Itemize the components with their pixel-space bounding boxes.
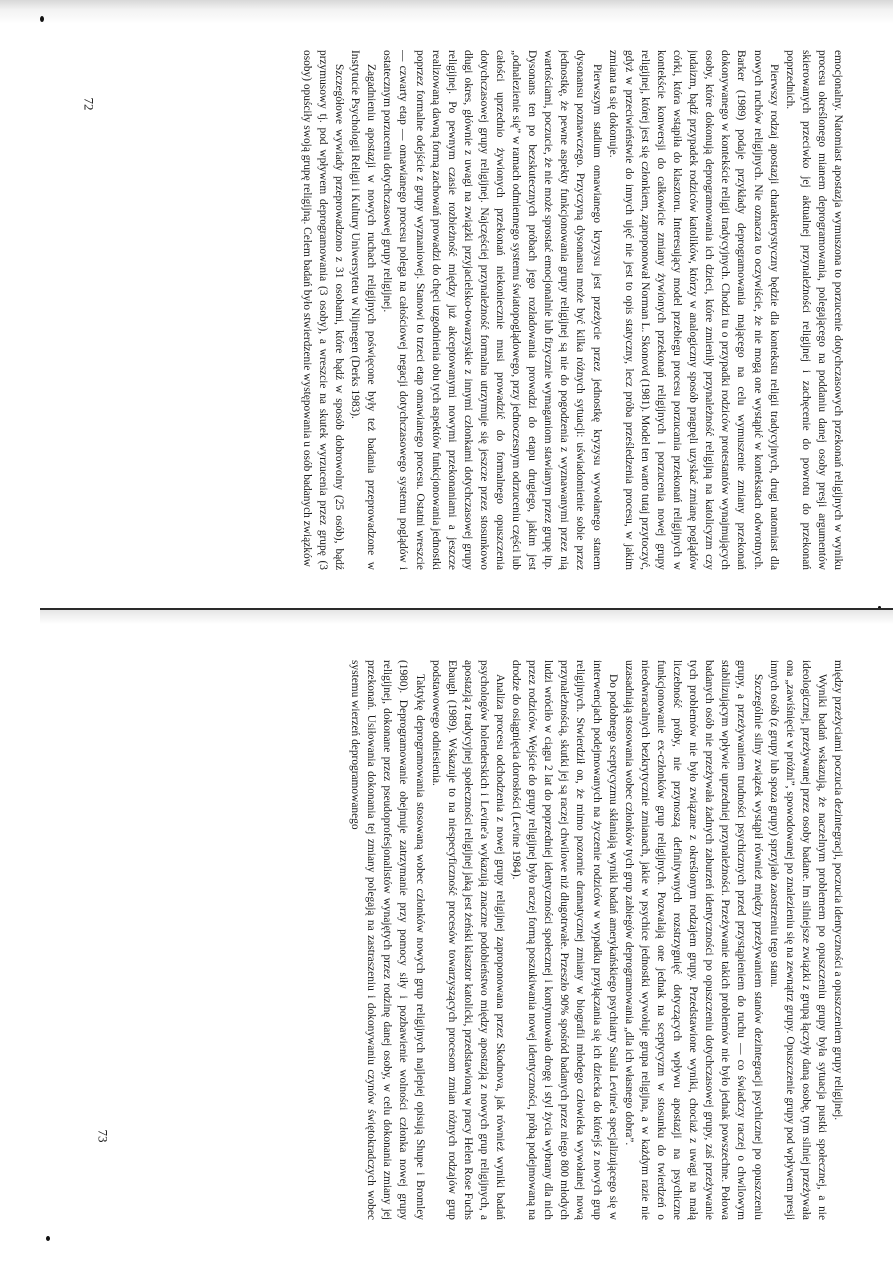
page-number: 73: [95, 1129, 111, 1143]
paragraph: Taktykę deprogramowania stosowaną wobec członków nowych grup religijnych najlepiej opisują Shupe i Bromley (1980). Deprogramowanie obejmuje zatrzymanie przy pomocy siły i pozbawienie wolności członka nowej grupy religijnej, dokonane przez pseudoprofesjonalistów wynajętych przez rodzinę danej osoby, w celu dokonania zmiany jej przekonań. Usiłowania dokonania tej zmiany polegają na zastraszeniu i dokonywaniu czynów świętokradczych wobec systemu wierzeń deprogramowanego: [349, 660, 426, 1220]
scan-speck: [46, 1236, 50, 1241]
paragraph: Pierwszy rodzaj apostazji charakterystyczny będzie dla kontekstu religii tradycyjnych, drugi natomiast dla nowych ruchów religijnych. Nie oznacza to oczywiście, że nie mogą one wystąpić w kontekstach odwrotnych. Barker (1989) podaje przykłady deprogramowania mającego na celu wymuszenie zmiany przekonań dokonywanego w kontekście religii tradycyjnych. Chodzi tu o przypadki rodziców protestantów wynajmujących osoby, które dokonują deprogramowania ich dzieci, które zmieniły przynależność religijną na katolicyzm czy judaizm, bądź przypadek rodziców katolików, którzy w analogiczny sposób pragnęli uzyskać zmianę poglądów córki, która wstąpiła do klasztoru. Interesujący model przebiegu procesu porzucania przekonań religijnych w kontekście konwersji do całkowicie zmiany żywionych przekonań religijnych i porzucenia nowej grupy religijnej, której jest się członkiem, zaproponował Norman L. Skonovd (1981). Model ten warto tutaj przytoczyć, gdyż w przeciwieństwie do innych ujęć nie jest to opis statyczny, lecz próba prześledzenia procesu, w jakim zmiana ta się dokonuje.: [606, 50, 780, 570]
scan-top-edge: [0, 0, 893, 24]
page-number: 72: [81, 97, 97, 111]
scan-speck: [40, 16, 44, 22]
paragraph: Szczególnie silny związek wystąpił również między przeżywaniem stanów dezintegracji psychicznej po opuszczeniu grupy, a przeżywaniem trudności psychicznych przed przystąpieniem do ruchu — co świadczy raczej o chwilowym stabilizującym wpływie uprzedniej przynależności. Przeżywanie takich problemów nie było jednak powszechne. Połowa badanych osób nie przeżywała żadnych zaburzeń identyczności po opuszczeniu dotychczasowej grupy, zaś przeżywanie tych problemów nie było związane z określonym rodzajem grupy. Przedstawione wyniki, chociaż z uwagi na małą liczebność próby, nie przynoszą definitywnych rozstrzygnięć dotyczących wpływu apostazji na psychiczne funkcjonowanie ex-członków grup religijnych. Pozwalają one jednak na sceptycyzm w stosunku do twierdzeń o nieodwracalnych bezkrytycznie zmianach, jakie w psychice jednostki wywołuje grupa religijna, a w każdym razie nie uzasadniają stosowania wobec członków tych grup zabiegów deprogramowania „dla ich własnego dobra”.: [622, 660, 764, 1220]
paragraph: Do podobnego sceptycyzmu skłaniają wyniki badań amerykańskiego psychiatry Saula Levine'a specjalizującego się w interwencjach podejmowanych na życzenie rodziców w wypadku przyłączania się ich dziecka do którejś z nowych grup religijnych. Stwierdził on, że mimo pozornie dramatycznej zmiany w biografii młodego człowieka wywołanej nową przynależnością, skutki jej są raczej chwilowe niż długotrwałe. Przeszło 90% spośród badanych przez niego 800 młodych ludzi wróciło w ciągu 2 lat do poprzedniej identyczności społecznej i kontynuowało drogę i styl życia wybrany dla nich przez rodziców. Wejście do grupy religijnej było raczej formą poszukiwania nowej identyczności, próbą podejmowaną na drodze do osiągnięcia dorosłości (Levine 1984).: [510, 660, 619, 1220]
book-page-73: [46, 660, 846, 1220]
page-fold-shadow: [40, 610, 893, 624]
paragraph: Analiza procesu odchodzenia z nowej grupy religijnej zaproponowana przez Skodnova, jak również wyniki badań psychologów holenderskich i Levine'a wykazują znaczne podobieństwo między apostazją z nowych grup religijnych, a apostazją z tradycyjnej społeczności religijnej jaką jest żeński klasztor katolicki, przedstawioną w pracy Helen Rose Fuchs Ebaugh (1989). Wskazuje to na niespecyficzność procesów towarzyszących procesom zmian różnych rodzajów grup podstawowego odniesienia.: [429, 660, 507, 1220]
paragraph: Pierwszym stadium omawianego kryzysu jest przeżycie przez jednostkę kryzysu wywołanego stanem dysonansu poznawczego. Przyczyną dysonansu może być kilka różnych sytuacji: uświadomienie sobie przez jednostkę, że pewne aspekty funkcjonowania grupy religijnej są nie do pogodzenia z wyznawanymi przez nią wartościami, poczucie, że nie może sprostać emocjonalnie lub fizycznie wymaganiom stawianym przez grupę itp. Dysonans ten po bezskutecznych próbach jego rozładowania prowadzi do etapu drugiego, jakim jest „odnalezienie się” w ramach odmiennego systemu światopoglądowego, przy jednoczesnym odrzuceniu części lub całości uprzednio żywionych przekonań niekoniecznie musi prowadzić do formalnego opuszczenia dotychczasowej grupy religijnej. Najczęściej przynależność formalna utrzymuje się jeszcze przez stosunkowo długi okres, głównie z uwagi na związki przyjacielsko-towarzyskie z innymi członkami dotychczasowej grupy religijnej. Po pewnym czasie rozbieżność między już akceptowanymi nowymi przekonaniami a jeszcze realizowaną dawną formą zachowań prowadzi do chęci uzgodnienia obu tych aspektów funkcjonowania jednostki poprzez formalne odejście z grupy wyznaniowej. Stanowi to trzeci etap omawianego procesu. Ostatni wreszcie — czwarty etap — omawianego procesu polega na całościowej negacji dotychczasowego systemu poglądów i ostatecznym porzuceniu dotychczasowej grupy religijnej.: [381, 50, 603, 570]
paragraph: Wyniki badań wskazują, że naczelnym problemem po opuszczeniu grupy była sytuacja pustki społecznej, a nie ideologicznej, przeżywanej przez osoby badane. Im silniejsze związki z grupą łączyły daną osobę, tym silniej przeżywała ona „zawiśnięcie w próżni”, spowodowanej po znalezieniu się na zewnątrz grupy. Opuszczenie grupy pod wpływem presji innych osób (z grupy lub spoza grupy) sprzyjało zaostrzeniu tego stanu.: [767, 660, 828, 1220]
book-page-72: [46, 50, 846, 570]
paragraph: emocjonalny. Natomiast apostazja wymuszona to porzucenie dotychczasowych przekonań religijnych w wyniku procesu określonego mianem deprogramowania, polegającego na poddaniu danej osoby presji argumentów skierowanych przeciwko jej aktualnej przynależności religijnej i zachęcenie do powrotu do przekonań poprzednich.: [783, 50, 844, 570]
paragraph: Szczegółowe wywiady przeprowadzono z 31 osobami, które bądź w sposób dobrowolny (25 osób), bądź przymusowy tj. pod wpływem deprogramowania (3 osoby), a wreszcie na skutek wyrzucenia przez grupę (3 osoby) opuściły swoją grupę religijną. Celem badań było stwierdzenie występowania u osób badanych związków: [300, 50, 346, 570]
paragraph: między przeżyciami poczucia dezintegracji, poczucia identyczności a opuszczeniem grupy religijnej.: [832, 660, 844, 1121]
paragraph: Zagadnieniu apostazji w nowych ruchach religijnych poświęcone były też badania przeprowadzone w Instytucie Psychologii Religii i Kultury Uniwersytetu w Nijmegen (Derks 1983).: [349, 50, 378, 570]
